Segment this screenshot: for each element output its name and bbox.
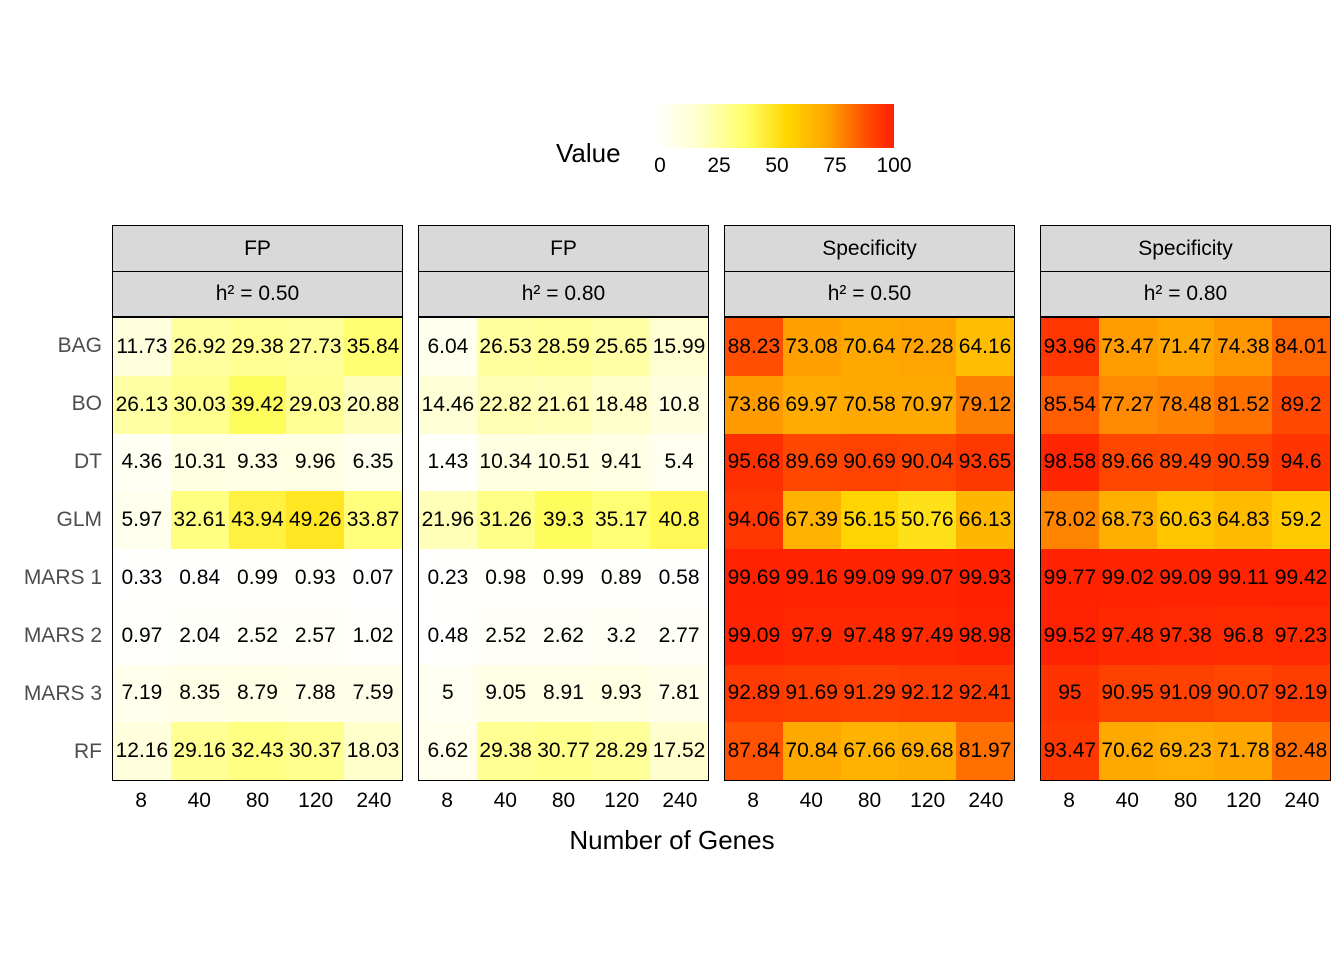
heatmap-cell: 9.05	[477, 665, 535, 723]
heatmap-cell: 0.58	[650, 549, 708, 607]
x-axis-tick: 120	[604, 789, 640, 812]
heatmap-cell: 99.07	[898, 549, 956, 607]
heatmap-cell: 35.84	[344, 318, 402, 376]
heatmap-cell: 0.23	[419, 549, 477, 607]
heatmap-cell: 2.77	[650, 607, 708, 665]
heatmap-cell: 71.78	[1214, 722, 1272, 780]
heatmap-cell: 90.95	[1099, 665, 1157, 723]
heatmap-cell: 10.8	[650, 376, 708, 434]
panel-specificity-h080	[1040, 225, 1331, 821]
x-axis-title: Number of Genes	[569, 825, 775, 855]
heatmap-cell: 73.08	[783, 318, 841, 376]
heatmap-cell: 99.09	[1157, 549, 1215, 607]
heatmap-cell: 29.16	[171, 722, 229, 780]
heatmap-cell: 77.27	[1099, 376, 1157, 434]
heatmap-cell: 18.03	[344, 722, 402, 780]
heatmap-cell: 70.84	[783, 722, 841, 780]
heatmap-cell: 92.41	[956, 665, 1014, 723]
y-axis-label: RF	[74, 740, 102, 763]
heatmap-cell: 79.12	[956, 376, 1014, 434]
y-axis-label: MARS 2	[23, 624, 102, 647]
panel-specificity-h050	[724, 225, 1015, 821]
y-axis-label: BAG	[57, 334, 102, 357]
heatmap-cell: 64.83	[1214, 491, 1272, 549]
heatmap-cell: 12.16	[113, 722, 171, 780]
heatmap-cell: 2.62	[535, 607, 593, 665]
legend-tick-50: 50	[765, 154, 789, 177]
heatmap-cell: 88.23	[725, 318, 783, 376]
heatmap-cell: 94.06	[725, 491, 783, 549]
x-axis-tick: 40	[799, 789, 823, 812]
heatmap-cell: 8.79	[229, 665, 287, 723]
heatmap-cell: 49.26	[286, 491, 344, 549]
legend-tick-0: 0	[654, 154, 666, 177]
y-axis-label: MARS 1	[23, 566, 102, 589]
heatmap-cell: 70.97	[898, 376, 956, 434]
heatmap-cell: 74.38	[1214, 318, 1272, 376]
heatmap-cell: 0.89	[592, 549, 650, 607]
x-axis	[418, 781, 709, 821]
x-axis-tick: 120	[910, 789, 946, 812]
x-axis	[1040, 781, 1331, 821]
heatmap-cell: 14.46	[419, 376, 477, 434]
heatmap-cell: 25.65	[592, 318, 650, 376]
heatmap-cell: 0.93	[286, 549, 344, 607]
heatmap-cell: 0.33	[113, 549, 171, 607]
heatmap-cell: 90.07	[1214, 665, 1272, 723]
x-axis-tick: 240	[662, 789, 698, 812]
heatmap-cell: 99.11	[1214, 549, 1272, 607]
heatmap-cell: 95	[1041, 665, 1099, 723]
x-axis	[724, 781, 1015, 821]
heatmap-cell: 30.77	[535, 722, 593, 780]
heatmap-cell: 30.37	[286, 722, 344, 780]
heatmap-cell: 5.97	[113, 491, 171, 549]
heatmap-grid	[1040, 317, 1331, 781]
color-legend	[556, 100, 916, 200]
heatmap-cell: 99.02	[1099, 549, 1157, 607]
heatmap-cell: 26.13	[113, 376, 171, 434]
heatmap-cell: 9.41	[592, 434, 650, 492]
x-axis-tick: 120	[1226, 789, 1262, 812]
x-axis-tick: 8	[747, 789, 759, 812]
x-axis-tick: 80	[245, 789, 270, 812]
heatmap-cell: 0.99	[535, 549, 593, 607]
heatmap-cell: 28.59	[535, 318, 593, 376]
x-axis-tick: 120	[298, 789, 334, 812]
heatmap-cell: 97.38	[1157, 607, 1215, 665]
heatmap-cell: 43.94	[229, 491, 287, 549]
panel-strip-heritability: h² = 0.80	[1040, 271, 1331, 317]
heatmap-cell: 0.07	[344, 549, 402, 607]
heatmap-cell: 93.96	[1041, 318, 1099, 376]
heatmap-cell: 2.57	[286, 607, 344, 665]
heatmap-cell: 39.42	[229, 376, 287, 434]
panel-strip-heritability: h² = 0.50	[724, 271, 1015, 317]
heatmap-cell: 1.02	[344, 607, 402, 665]
heatmap-cell: 89.69	[783, 434, 841, 492]
panel-strip-metric: Specificity	[724, 225, 1015, 271]
x-axis-tick: 8	[441, 789, 453, 812]
y-axis-label: MARS 3	[23, 682, 102, 705]
heatmap-cell: 11.73	[113, 318, 171, 376]
heatmap-cell: 0.48	[419, 607, 477, 665]
heatmap-cell: 5.4	[650, 434, 708, 492]
x-axis-tick: 8	[135, 789, 147, 812]
heatmap-cell: 91.09	[1157, 665, 1215, 723]
heatmap-cell: 28.29	[592, 722, 650, 780]
heatmap-cell: 9.33	[229, 434, 287, 492]
y-axis-label: DT	[74, 450, 102, 473]
panel-strip-metric: Specificity	[1040, 225, 1331, 271]
heatmap-cell: 68.73	[1099, 491, 1157, 549]
y-axis-label: GLM	[56, 508, 102, 531]
heatmap-cell: 99.16	[783, 549, 841, 607]
heatmap-cell: 4.36	[113, 434, 171, 492]
heatmap-cell: 17.52	[650, 722, 708, 780]
heatmap-cell: 92.89	[725, 665, 783, 723]
heatmap-cell: 10.34	[477, 434, 535, 492]
legend-title: Value	[556, 138, 621, 168]
heatmap-cell: 85.54	[1041, 376, 1099, 434]
heatmap-cell: 89.49	[1157, 434, 1215, 492]
heatmap-cell: 93.65	[956, 434, 1014, 492]
panel-fp-h050	[112, 225, 403, 821]
heatmap-cell: 87.84	[725, 722, 783, 780]
heatmap-cell: 6.04	[419, 318, 477, 376]
heatmap-cell: 99.42	[1272, 549, 1330, 607]
heatmap-cell: 97.23	[1272, 607, 1330, 665]
heatmap-cell: 59.2	[1272, 491, 1330, 549]
heatmap-cell: 81.52	[1214, 376, 1272, 434]
heatmap-cell: 70.58	[841, 376, 899, 434]
heatmap-cell: 97.48	[841, 607, 899, 665]
x-axis-tick: 240	[356, 789, 392, 812]
heatmap-cell: 92.19	[1272, 665, 1330, 723]
heatmap-cell: 27.73	[286, 318, 344, 376]
heatmap-cell: 82.48	[1272, 722, 1330, 780]
heatmap-cell: 33.87	[344, 491, 402, 549]
heatmap-cell: 50.76	[898, 491, 956, 549]
heatmap-cell: 20.88	[344, 376, 402, 434]
heatmap-cell: 32.43	[229, 722, 287, 780]
heatmap-cell: 40.8	[650, 491, 708, 549]
heatmap-cell: 98.58	[1041, 434, 1099, 492]
x-axis-tick: 240	[968, 789, 1004, 812]
heatmap-grid	[724, 317, 1015, 781]
heatmap-cell: 90.59	[1214, 434, 1272, 492]
heatmap-cell: 7.19	[113, 665, 171, 723]
heatmap-cell: 99.09	[841, 549, 899, 607]
heatmap-cell: 35.17	[592, 491, 650, 549]
heatmap-cell: 10.31	[171, 434, 229, 492]
heatmap-cell: 0.97	[113, 607, 171, 665]
legend-gradient-bar	[656, 104, 894, 148]
heatmap-cell: 15.99	[650, 318, 708, 376]
x-axis-tick: 40	[493, 789, 517, 812]
legend-tick-100: 100	[876, 154, 912, 177]
heatmap-cell: 67.39	[783, 491, 841, 549]
y-axis-labels	[0, 317, 112, 781]
legend-tick-25: 25	[707, 154, 731, 177]
heatmap-cell: 67.66	[841, 722, 899, 780]
heatmap-cell: 21.61	[535, 376, 593, 434]
heatmap-cell: 91.69	[783, 665, 841, 723]
heatmap-cell: 30.03	[171, 376, 229, 434]
heatmap-cell: 29.38	[229, 318, 287, 376]
heatmap-cell: 8.91	[535, 665, 593, 723]
heatmap-cell: 18.48	[592, 376, 650, 434]
heatmap-cell: 22.82	[477, 376, 535, 434]
heatmap-cell: 2.52	[229, 607, 287, 665]
legend-tick-75: 75	[823, 154, 847, 177]
heatmap-cell: 69.68	[898, 722, 956, 780]
heatmap-grid	[418, 317, 709, 781]
heatmap-cell: 95.68	[725, 434, 783, 492]
heatmap-cell: 84.01	[1272, 318, 1330, 376]
x-axis-tick: 80	[857, 789, 882, 812]
heatmap-cell: 31.26	[477, 491, 535, 549]
heatmap-cell: 56.15	[841, 491, 899, 549]
heatmap-cell: 99.09	[725, 607, 783, 665]
panel-strip-metric: FP	[418, 225, 709, 271]
heatmap-cell: 70.62	[1099, 722, 1157, 780]
heatmap-cell: 29.03	[286, 376, 344, 434]
panel-strip-heritability: h² = 0.80	[418, 271, 709, 317]
x-axis-tick: 80	[1173, 789, 1198, 812]
heatmap-cell: 90.04	[898, 434, 956, 492]
heatmap-cell: 91.29	[841, 665, 899, 723]
heatmap-cell: 97.49	[898, 607, 956, 665]
heatmap-cell: 0.98	[477, 549, 535, 607]
heatmap-cell: 1.43	[419, 434, 477, 492]
heatmap-cell: 10.51	[535, 434, 593, 492]
x-axis-tick: 40	[187, 789, 211, 812]
heatmap-cell: 8.35	[171, 665, 229, 723]
heatmap-cell: 60.63	[1157, 491, 1215, 549]
heatmap-cell: 9.93	[592, 665, 650, 723]
heatmap-cell: 99.52	[1041, 607, 1099, 665]
heatmap-cell: 99.77	[1041, 549, 1099, 607]
heatmap-cell: 6.35	[344, 434, 402, 492]
heatmap-cell: 39.3	[535, 491, 593, 549]
heatmap-cell: 26.53	[477, 318, 535, 376]
y-axis-label: BO	[71, 392, 102, 415]
heatmap-cell: 81.97	[956, 722, 1014, 780]
heatmap-cell: 93.47	[1041, 722, 1099, 780]
heatmap-cell: 94.6	[1272, 434, 1330, 492]
heatmap-cell: 72.28	[898, 318, 956, 376]
heatmap-cell: 78.48	[1157, 376, 1215, 434]
heatmap-cell: 99.93	[956, 549, 1014, 607]
heatmap-cell: 78.02	[1041, 491, 1099, 549]
heatmap-cell: 9.96	[286, 434, 344, 492]
heatmap-cell: 6.62	[419, 722, 477, 780]
heatmap-cell: 69.97	[783, 376, 841, 434]
heatmap-cell: 98.98	[956, 607, 1014, 665]
heatmap-cell: 71.47	[1157, 318, 1215, 376]
heatmap-cell: 73.47	[1099, 318, 1157, 376]
heatmap-cell: 0.99	[229, 549, 287, 607]
heatmap-cell: 96.8	[1214, 607, 1272, 665]
x-axis	[112, 781, 403, 821]
heatmap-cell: 97.9	[783, 607, 841, 665]
heatmap-cell: 70.64	[841, 318, 899, 376]
x-axis-tick: 8	[1063, 789, 1075, 812]
panel-strip-metric: FP	[112, 225, 403, 271]
heatmap-cell: 99.69	[725, 549, 783, 607]
heatmap-cell: 5	[419, 665, 477, 723]
heatmap-cell: 21.96	[419, 491, 477, 549]
heatmap-cell: 97.48	[1099, 607, 1157, 665]
heatmap-cell: 7.81	[650, 665, 708, 723]
x-axis-tick: 240	[1284, 789, 1320, 812]
heatmap-cell: 89.2	[1272, 376, 1330, 434]
panel-fp-h080	[418, 225, 709, 821]
heatmap-grid	[112, 317, 403, 781]
heatmap-cell: 90.69	[841, 434, 899, 492]
heatmap-cell: 73.86	[725, 376, 783, 434]
heatmap-cell: 32.61	[171, 491, 229, 549]
heatmap-plot	[0, 225, 1344, 865]
heatmap-cell: 64.16	[956, 318, 1014, 376]
x-axis-tick: 40	[1115, 789, 1139, 812]
heatmap-cell: 29.38	[477, 722, 535, 780]
heatmap-cell: 7.59	[344, 665, 402, 723]
heatmap-cell: 2.52	[477, 607, 535, 665]
panel-strip-heritability: h² = 0.50	[112, 271, 403, 317]
heatmap-cell: 92.12	[898, 665, 956, 723]
heatmap-cell: 2.04	[171, 607, 229, 665]
heatmap-cell: 89.66	[1099, 434, 1157, 492]
heatmap-cell: 66.13	[956, 491, 1014, 549]
heatmap-cell: 0.84	[171, 549, 229, 607]
heatmap-cell: 69.23	[1157, 722, 1215, 780]
heatmap-cell: 26.92	[171, 318, 229, 376]
heatmap-cell: 7.88	[286, 665, 344, 723]
x-axis-tick: 80	[551, 789, 576, 812]
heatmap-cell: 3.2	[592, 607, 650, 665]
